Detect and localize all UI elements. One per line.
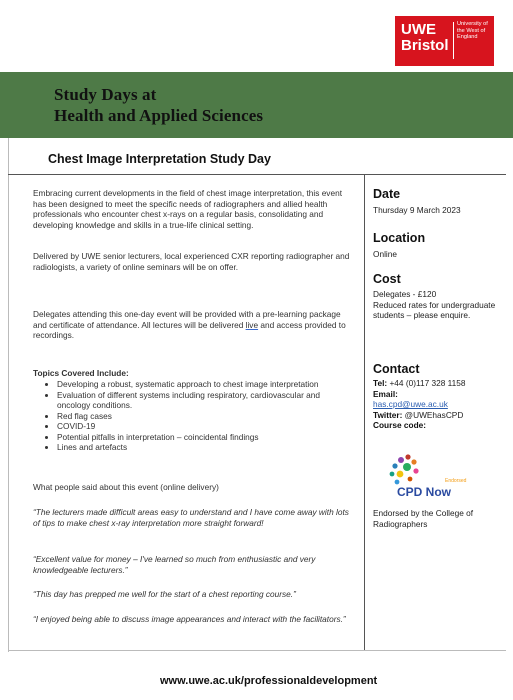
column-divider — [364, 175, 365, 650]
banner-title-line1: Study Days at — [54, 85, 157, 104]
course-code-label: Course code: — [373, 420, 427, 430]
location-heading: Location — [373, 231, 426, 245]
tel-value: +44 (0)117 328 1158 — [389, 378, 466, 388]
intro-paragraph-3 — [33, 309, 351, 341]
topic-item: • Developing a robust, systematic approach to chest image interpretation — [57, 379, 351, 390]
topic-item: • Red flag cases — [57, 411, 351, 422]
page-title: Chest Image Interpretation Study Day — [48, 152, 271, 166]
intro-p3-end: and access provided to recordings. — [33, 319, 346, 340]
cpd-badge-title: CPD Now — [397, 485, 451, 499]
date-value: Thursday 9 March 2023 — [373, 205, 461, 215]
twitter-label: Twitter: — [373, 409, 403, 420]
feedback-quote: “The lecturers made difficult areas easy to understand and I have come away with lots of tips to make chest x-ray interpretation more straight forward! — [33, 507, 349, 528]
intro-paragraph-1: Embracing current developments in the field of chest image interpretation, this event has been designed to meet the specific needs of radiographers and allied health professionals who encounter chest x-rays on a regular basis, consolidating and developing knowledge and skills in a true-life clinical setting. — [33, 188, 342, 230]
feedback-quote: “This day has prepped me well for the start of a chest reporting course.” — [33, 589, 296, 599]
email-label: Email: — [373, 388, 398, 399]
logo-university-text: University of the West of England — [457, 21, 488, 41]
feedback-heading: What people said about this event (online delivery) — [33, 482, 219, 492]
twitter-value: @UWEhasCPD — [404, 409, 464, 420]
contact-email-label-row — [373, 389, 503, 400]
contact-email-row — [373, 399, 503, 410]
contact-twitter — [373, 410, 503, 421]
title-divider — [8, 174, 506, 175]
banner-title-line2: Health and Applied Sciences — [54, 106, 264, 125]
intro-p3-live: live — [245, 319, 259, 330]
topic-item: • Evaluation of different systems including respiratory, cardiovascular and oncology conditions. — [57, 390, 351, 411]
topic-item: • COVID-19 — [57, 421, 351, 432]
topic-item: • Lines and artefacts — [57, 442, 351, 453]
topic-item: • Potential pitfalls in interpretation – coincidental findings — [57, 432, 351, 443]
green-title-band — [0, 72, 513, 138]
footer-url[interactable]: www.uwe.ac.uk/professionaldevelopment — [160, 675, 378, 687]
feedback-quote: “I enjoyed being able to discuss image appearances and interact with the facilitators.” — [33, 614, 346, 624]
logo-separator — [453, 22, 454, 59]
cost-heading: Cost — [373, 272, 401, 286]
cpd-now-badge-icon — [383, 452, 473, 502]
contact-course-code — [373, 420, 503, 431]
logo-uwe-text: UWE — [401, 21, 436, 38]
contact-heading: Contact — [373, 362, 420, 376]
intro-paragraph-2: Delivered by UWE senior lecturers, local experienced CXR reporting radiographer and radiologists, a variety of online seminars will be on offer. — [33, 251, 350, 272]
contact-details — [373, 378, 503, 431]
left-border — [8, 138, 9, 652]
email-link[interactable]: has.cpd@uwe.ac.uk — [373, 399, 448, 409]
cost-details — [373, 289, 503, 321]
tel-label: Tel: — [373, 378, 388, 388]
topics-list — [33, 379, 351, 453]
cost-delegates: Delegates - £120 — [373, 289, 437, 299]
bottom-border — [8, 650, 506, 651]
date-heading: Date — [373, 187, 401, 201]
location-value: Online — [373, 249, 397, 259]
cpd-badge-endorsed: Endorsed — [445, 478, 467, 484]
intro-p3-start: Delegates attending this one-day event will be provided with a pre-learning package and certificate of attendance. All lectures will be delivered — [33, 309, 341, 330]
feedback-quote: “Excellent value for money – I've learned so much from enthusiastic and very knowledgeable lecturers.” — [33, 554, 316, 575]
contact-tel — [373, 378, 503, 389]
cost-reduced-rates: Reduced rates for undergraduate students – please enquire. — [373, 299, 496, 320]
uwe-bristol-logo — [395, 16, 494, 66]
cpd-endorsement-note: Endorsed by the College of Radiographers — [373, 508, 474, 529]
topics-heading: Topics Covered Include: — [33, 368, 129, 378]
logo-bristol-text: Bristol — [401, 37, 449, 54]
